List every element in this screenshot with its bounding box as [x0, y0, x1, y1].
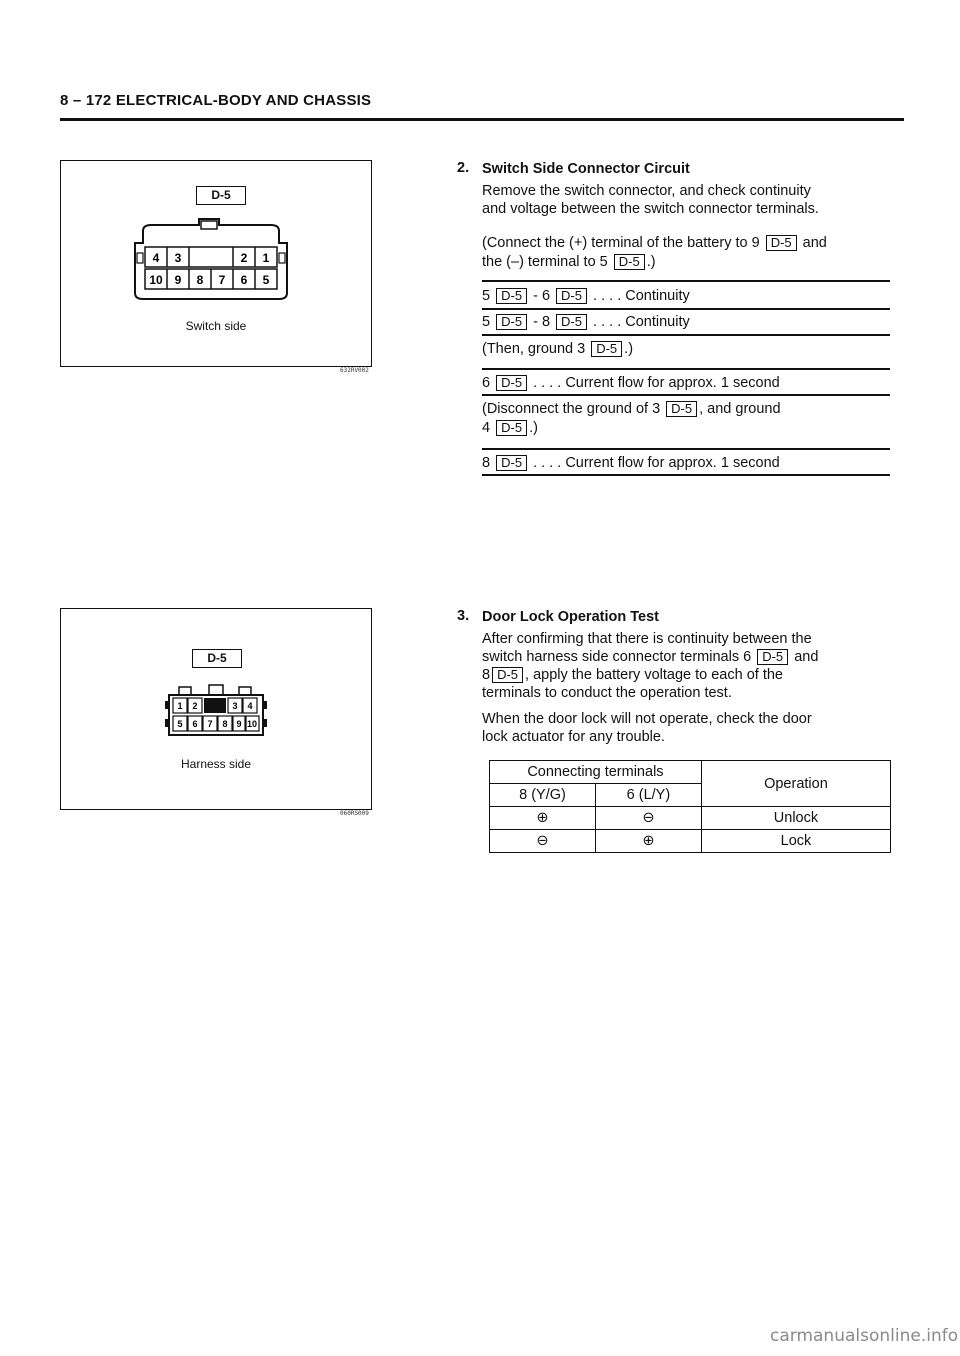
pin-label: 9 [236, 719, 242, 729]
table-cell: ⊕ [595, 830, 701, 853]
text-line: After confirming that there is continuity between the [482, 631, 812, 647]
check-line [482, 313, 890, 331]
divider [482, 448, 890, 450]
watermark: carmanualsonline.info [770, 1326, 959, 1346]
pin-label: 5 [262, 273, 270, 287]
text-fragment: the (–) terminal to 5 [482, 254, 608, 270]
text-fragment: - 6 [533, 288, 551, 304]
text-line [482, 419, 890, 437]
pin-label: 4 [247, 701, 253, 711]
text-line: lock actuator for any trouble. [482, 729, 665, 745]
operation-table [489, 760, 891, 853]
text-line [482, 400, 890, 418]
connector-ref: D-5 [666, 401, 697, 417]
text-fragment: and [802, 235, 827, 251]
section-number: 3. [457, 608, 470, 624]
connector-ref: D-5 [492, 667, 523, 683]
check-line [482, 454, 890, 472]
text-line [482, 234, 890, 252]
pin-label: 2 [240, 251, 248, 265]
connector-ref: D-5 [496, 288, 527, 304]
check-line [482, 374, 890, 392]
text-line: terminals to conduct the operation test. [482, 685, 732, 701]
figure-code: 632RV002 [340, 367, 369, 374]
connector-ref: D-5 [496, 455, 527, 471]
pin-label: 8 [196, 273, 204, 287]
harness-side-figure [60, 608, 372, 810]
pin-label: 8 [222, 719, 228, 729]
divider [482, 334, 890, 336]
divider [482, 368, 890, 370]
switch-side-figure [60, 160, 372, 367]
connector-ref: D-5 [591, 341, 622, 357]
harness-connector-diagram [61, 681, 371, 751]
text-fragment: 6 [482, 375, 491, 391]
section-2-title: Switch Side Connector Circuit [482, 161, 690, 177]
text-fragment: 4 [482, 420, 491, 436]
text-line: Remove the switch connector, and check continuity [482, 183, 811, 199]
pin-label: 10 [246, 719, 258, 729]
table-cell: Lock [701, 830, 890, 853]
text-fragment: . . . . Continuity [593, 314, 690, 330]
text-fragment: 5 [482, 288, 491, 304]
connector-badge: D-5 [192, 649, 242, 668]
section-number: 2. [457, 160, 470, 176]
text-fragment: 5 [482, 314, 491, 330]
connector-ref: D-5 [556, 288, 587, 304]
pin-label: 6 [240, 273, 248, 287]
divider [482, 280, 890, 282]
table-operation-header: Operation [701, 761, 890, 807]
text-fragment: - 8 [533, 314, 551, 330]
text-line: When the door lock will not operate, check the door [482, 711, 812, 727]
table-row [490, 807, 891, 830]
connector-ref: D-5 [496, 314, 527, 330]
section-title [482, 160, 890, 178]
text-fragment: (Connect the (+) terminal of the battery to 9 [482, 235, 760, 251]
figure-caption: Switch side [185, 319, 247, 333]
text-fragment: . . . . Current flow for approx. 1 second [533, 455, 780, 471]
connector-badge: D-5 [196, 186, 246, 205]
switch-connector-diagram [61, 213, 371, 333]
pin-label: 9 [174, 273, 182, 287]
page-header: 8 – 172 ELECTRICAL-BODY AND CHASSIS [60, 92, 372, 109]
pin-label: 5 [177, 719, 183, 729]
pin-label: 3 [174, 251, 182, 265]
divider [482, 308, 890, 310]
text-fragment: 8 [482, 455, 491, 471]
table-cell: ⊖ [595, 807, 701, 830]
pin-label: 3 [232, 701, 238, 711]
table-row [490, 830, 891, 853]
table-cell: ⊖ [490, 830, 596, 853]
pin-label: 2 [192, 701, 198, 711]
text-line [482, 340, 890, 358]
connector-ref: D-5 [614, 254, 645, 270]
divider [482, 474, 890, 476]
connector-ref: D-5 [757, 649, 788, 665]
text-fragment: , and ground [699, 401, 781, 417]
header-rule [60, 118, 904, 121]
text-fragment: .) [529, 420, 538, 436]
text-fragment: .) [646, 254, 656, 270]
check-line [482, 287, 890, 305]
pin-label: 4 [152, 251, 160, 265]
text-fragment: (Disconnect the ground of 3 [482, 401, 661, 417]
connector-ref: D-5 [496, 375, 527, 391]
text-fragment: .) [624, 341, 634, 357]
pin-label: 10 [149, 273, 163, 287]
figure-caption: Harness side [180, 757, 252, 771]
pin-label: 6 [192, 719, 198, 729]
section-title [482, 608, 890, 626]
pin-label: 1 [177, 701, 183, 711]
text-line [482, 253, 890, 271]
text-line: and voltage between the switch connector terminals. [482, 201, 819, 217]
pin-label: 7 [218, 273, 226, 287]
pin-label: 7 [207, 719, 213, 729]
connector-ref: D-5 [556, 314, 587, 330]
text-fragment: and [794, 649, 819, 665]
text-fragment: 8 [482, 667, 491, 683]
table-col-header: 8 (Y/G) [490, 784, 596, 807]
pin-label: 1 [262, 251, 270, 265]
figure-code: 060RS009 [340, 810, 369, 817]
section-3-title: Door Lock Operation Test [482, 609, 659, 625]
table-col-header: 6 (L/Y) [595, 784, 701, 807]
text-fragment: . . . . Continuity [593, 288, 690, 304]
text-fragment: (Then, ground 3 [482, 341, 586, 357]
divider [482, 394, 890, 396]
table-cell: Unlock [701, 807, 890, 830]
connector-ref: D-5 [496, 420, 527, 436]
text-line [482, 648, 890, 666]
table-group-header: Connecting terminals [490, 761, 702, 784]
text-fragment: switch harness side connector terminals 6 [482, 649, 752, 665]
text-fragment: , apply the battery voltage to each of the [525, 667, 783, 683]
connector-ref: D-5 [766, 235, 797, 251]
text-line [482, 666, 890, 684]
table-cell: ⊕ [490, 807, 596, 830]
text-fragment: . . . . Current flow for approx. 1 second [533, 375, 780, 391]
